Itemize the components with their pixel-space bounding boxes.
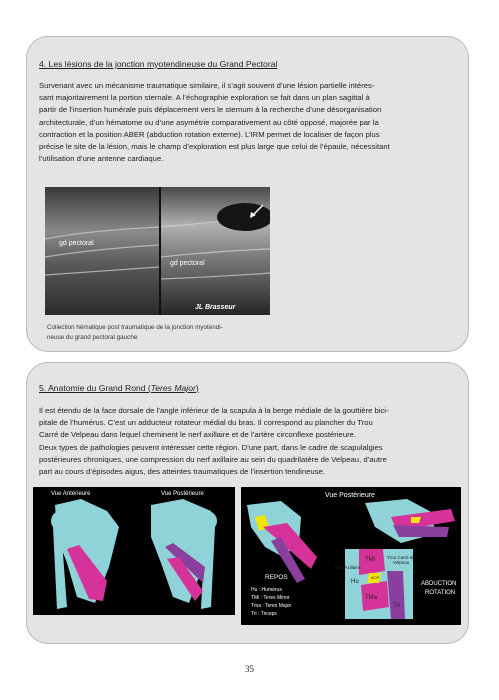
anatomy-figure-posterior bbox=[241, 487, 461, 625]
title-text: 5. Anatomie du Grand Rond ( bbox=[39, 383, 151, 393]
posterior-view-title: Vue Postérieure bbox=[325, 492, 375, 499]
section-title bbox=[39, 383, 199, 393]
body-line: Deux types de pathologies peuvent intéresser cette région. D’une part, dans le cadre de scapulalgies bbox=[39, 442, 383, 452]
body-line: postérieures chroniques, une compression du nerf axillaire au sein du quadrilatère de Velpeau, d’autre bbox=[39, 454, 387, 464]
body-line: architecturale, d’un hématome ou d’une asymétrie comparativement au côté opposé, majorée par la bbox=[39, 117, 379, 127]
image-caption bbox=[47, 323, 247, 343]
body-line: partir de l’insertion humérale puis déplacement vers le sternum à la recherche d’une désorganisation bbox=[39, 105, 382, 115]
legend-line: Tri : Triceps bbox=[251, 611, 277, 617]
section-title: 4. Les lésions de la jonction myotendineuse du Grand Pectoral bbox=[39, 59, 278, 69]
image-label-left: gd pectoral bbox=[59, 240, 94, 247]
body-line: part au cours d’épisodes aigus, des atteintes traumatiques de l’insertion tendineuse. bbox=[39, 467, 325, 477]
caption-line: Collection hématique post traumatique de la jonction myotendi- bbox=[47, 324, 223, 331]
ultrasound-image bbox=[45, 187, 270, 315]
body-line: contraction et la position ABER (abduction rotation externe). L’IRM permet de localiser de façon plus bbox=[39, 129, 380, 139]
body-line: Carré de Velpeau dans lequel cheminent le nerf axillaire et de l’artère circonflexe postérieure. bbox=[39, 430, 357, 440]
legend-line: TMi : Teres Minor bbox=[251, 595, 290, 601]
body-line: pitale de l’humérus. C’est un adducteur rotateur médial du bras. Il correspond au plancher du Trou bbox=[39, 418, 373, 428]
label-acp: ACP bbox=[371, 575, 380, 580]
label-velpeau: Velpeau bbox=[393, 560, 410, 565]
label-nerf-axillaire: Nerf Axillaire bbox=[335, 565, 361, 570]
label-abduction: ABDUCTION bbox=[421, 581, 457, 587]
body-line: Il est étendu de la face dorsale de l’angle inférieur de la scapula à la berge médiale de la gouttière bici- bbox=[39, 406, 389, 415]
caption-line: neuse du grand pectoral gauche bbox=[47, 334, 138, 341]
label-posterior-view: Vue Postérieure bbox=[161, 491, 204, 497]
anatomy-graphic bbox=[33, 487, 235, 615]
label-hu: Hu bbox=[351, 579, 359, 585]
section-body bbox=[39, 405, 459, 478]
label-tri: Tri bbox=[393, 603, 400, 609]
body-line: sant majoritairement la portion sternale. A l’échographie exploration se fait dans un plan sagittal à bbox=[39, 93, 370, 103]
label-trou-carre: Trou Carré de bbox=[387, 555, 415, 560]
section-card-teres-major bbox=[26, 362, 469, 644]
label-tma: TMa bbox=[365, 595, 377, 601]
label-tmi: TMi bbox=[365, 557, 375, 563]
label-rotation: ROTATION bbox=[425, 590, 456, 596]
image-credit: JL Brasseur bbox=[195, 304, 236, 311]
body-line: Survenant avec un mécanisme traumatique similaire, il s’agit souvent d’une lésion partielle intéres- bbox=[39, 81, 375, 90]
anatomy-figure-front-back bbox=[33, 487, 235, 615]
title-suffix: ) bbox=[195, 383, 199, 393]
legend-line: Hu : Humérus bbox=[251, 587, 282, 593]
ultrasound-graphic bbox=[45, 187, 270, 315]
image-label-right: gd pectoral bbox=[170, 260, 205, 267]
section-card-pectoral bbox=[26, 36, 469, 352]
label-repos: REPOS bbox=[265, 574, 288, 581]
title-italic: Teres Major bbox=[150, 383, 196, 393]
legend-line: Tma : Teres Major bbox=[251, 603, 292, 609]
page-number: 35 bbox=[245, 664, 254, 674]
body-line: précise le site de la lésion, mais le champ d’exploration est plus large que celui de l’épaule, nécessitant bbox=[39, 142, 390, 152]
label-anterior-view: Vue Antérieure bbox=[51, 491, 91, 497]
section-body bbox=[39, 80, 459, 165]
anatomy-posterior-graphic bbox=[241, 487, 461, 625]
body-line: l’utilisation d’une antenne cardiaque. bbox=[39, 154, 164, 164]
